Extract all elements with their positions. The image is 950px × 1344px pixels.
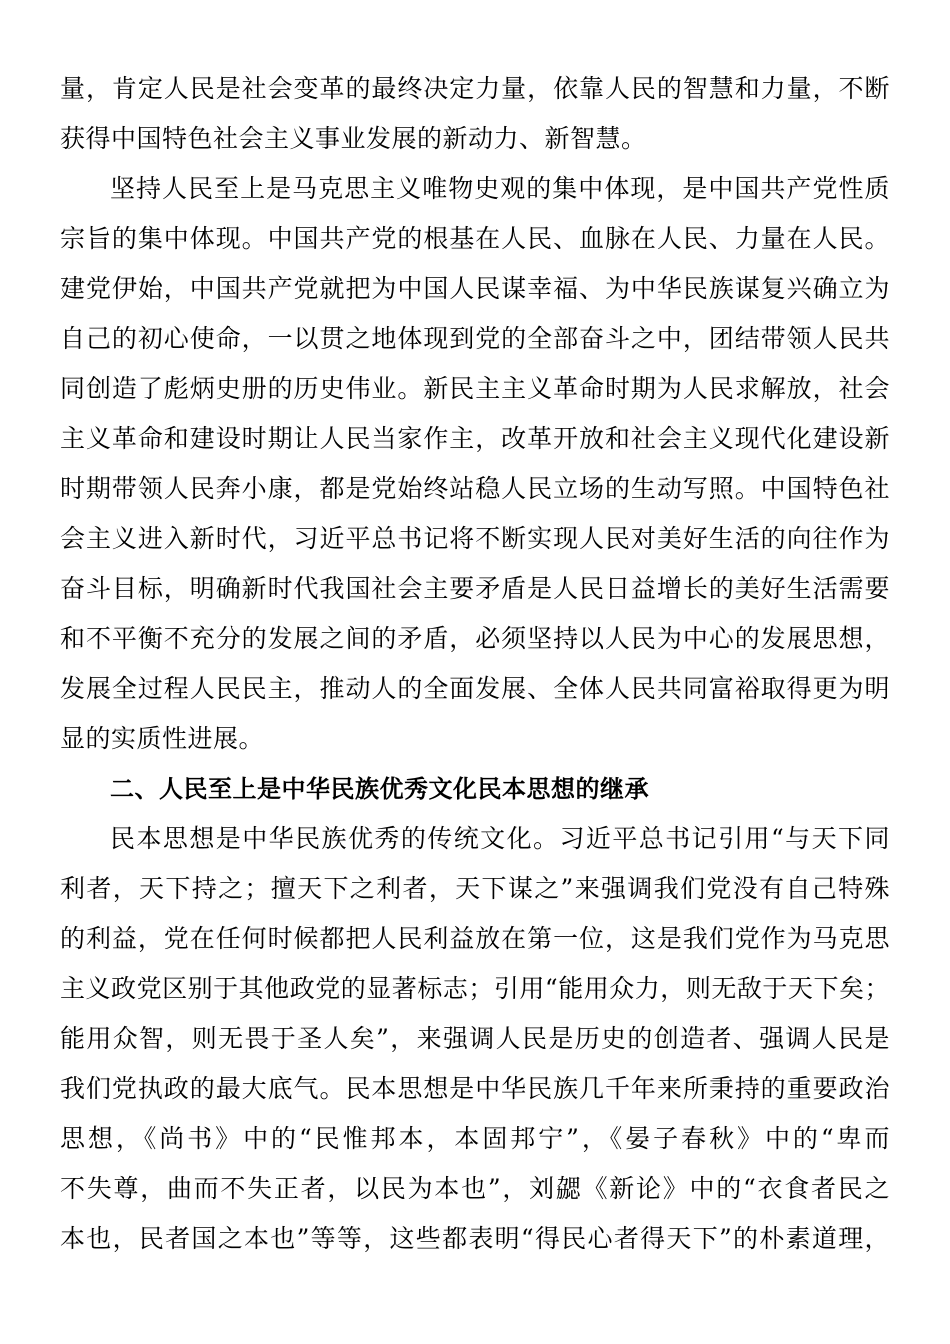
paragraph-line: 能用众智，则无畏于圣人矣”，来强调人民是历史的创造者、强调人民是 <box>60 1024 890 1053</box>
paragraph-line: 会主义进入新时代，习近平总书记将不断实现人民对美好生活的向往作为 <box>60 524 890 553</box>
section-heading: 二、人民至上是中华民族优秀文化民本思想的继承 <box>110 775 649 803</box>
paragraph-line: 时期带领人民奔小康，都是党始终站稳人民立场的生动写照。中国特色社 <box>60 474 890 503</box>
paragraph-line: 利者，天下持之；擅天下之利者，天下谋之”来强调我们党没有自己特殊 <box>60 874 890 903</box>
paragraph-line: 建党伊始，中国共产党就把为中国人民谋幸福、为中华民族谋复兴确立为 <box>60 274 890 303</box>
paragraph-line: 自己的初心使命，一以贯之地体现到党的全部奋斗之中，团结带领人民共 <box>60 324 890 353</box>
paragraph-line: 主义政党区别于其他政党的显著标志；引用“能用众力，则无敌于天下矣； <box>60 974 890 1003</box>
paragraph-line: 主义革命和建设时期让人民当家作主，改革开放和社会主义现代化建设新 <box>60 424 890 453</box>
paragraph-line: 和不平衡不充分的发展之间的矛盾，必须坚持以人民为中心的发展思想， <box>60 624 890 653</box>
paragraph-line: 思想，《尚书》中的“民惟邦本，本固邦宁”，《晏子春秋》中的“卑而 <box>60 1124 890 1153</box>
paragraph-line: 宗旨的集中体现。中国共产党的根基在人民、血脉在人民、力量在人民。 <box>60 224 890 253</box>
paragraph-line: 同创造了彪炳史册的历史伟业。新民主主义革命时期为人民求解放，社会 <box>60 374 890 403</box>
paragraph-line: 民本思想是中华民族优秀的传统文化。习近平总书记引用“与天下同 <box>110 824 890 853</box>
paragraph-line: 显的实质性进展。 <box>60 724 265 753</box>
paragraph-line: 本也，民者国之本也”等等，这些都表明“得民心者得天下”的朴素道理， <box>60 1224 890 1253</box>
paragraph-line: 不失尊，曲而不失正者，以民为本也”，刘勰《新论》中的“衣食者民之 <box>60 1174 890 1203</box>
paragraph-line: 的利益，党在任何时候都把人民利益放在第一位，这是我们党作为马克思 <box>60 924 890 953</box>
paragraph-line: 坚持人民至上是马克思主义唯物史观的集中体现，是中国共产党性质 <box>110 174 890 203</box>
paragraph-line: 发展全过程人民民主，推动人的全面发展、全体人民共同富裕取得更为明 <box>60 674 890 703</box>
paragraph-line: 获得中国特色社会主义事业发展的新动力、新智慧。 <box>60 124 647 153</box>
paragraph-line: 奋斗目标，明确新时代我国社会主要矛盾是人民日益增长的美好生活需要 <box>60 574 890 603</box>
paragraph-line: 量，肯定人民是社会变革的最终决定力量，依靠人民的智慧和力量，不断 <box>60 74 890 103</box>
paragraph-line: 我们党执政的最大底气。民本思想是中华民族几千年来所秉持的重要政治 <box>60 1074 890 1103</box>
